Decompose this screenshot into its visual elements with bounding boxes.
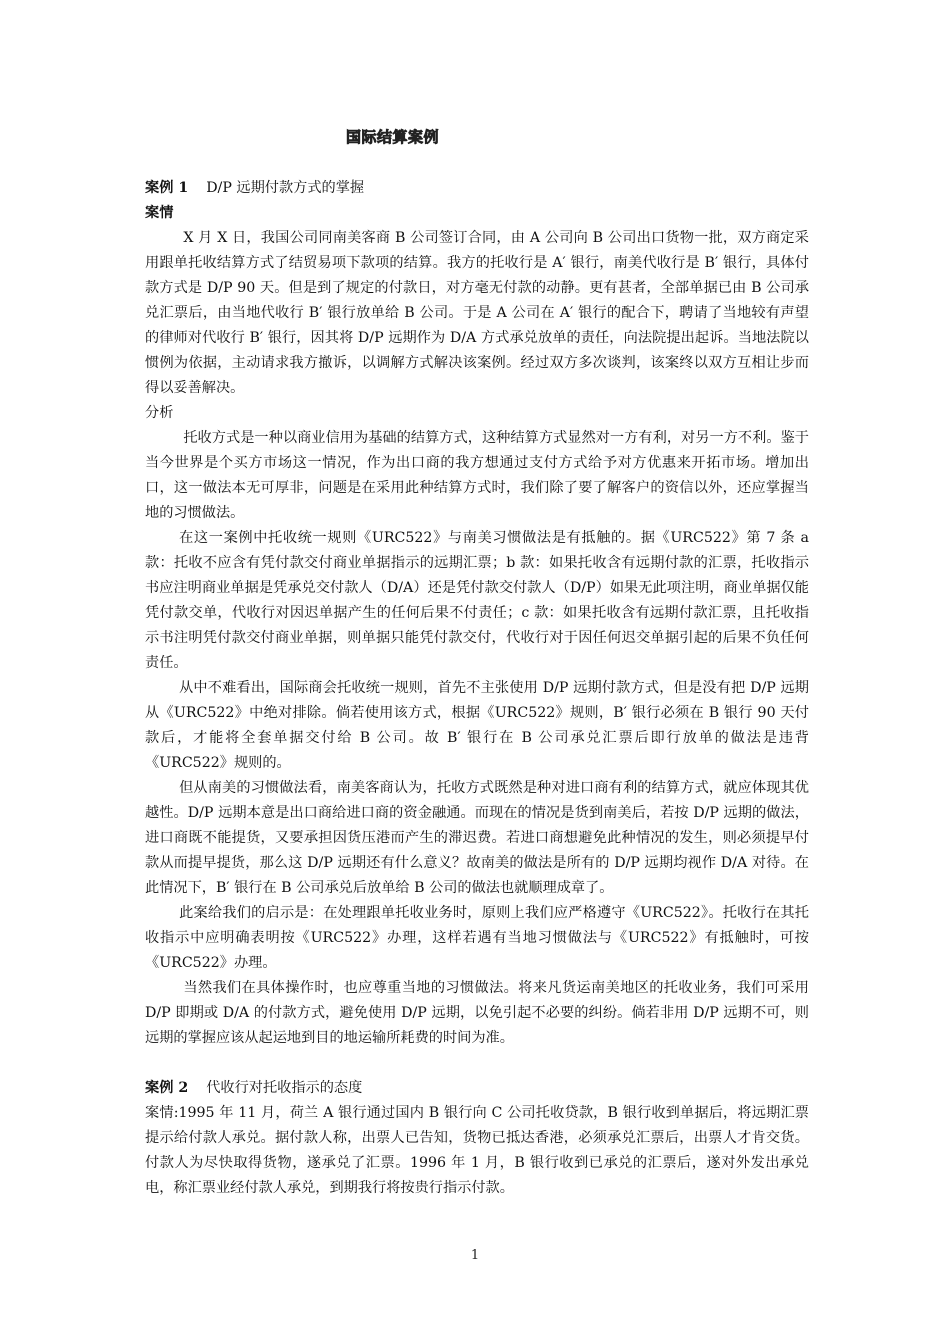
case1-analysis-label: 分析 <box>145 405 174 421</box>
page-number: 1 <box>470 1248 480 1263</box>
analysis-paragraph-6: 当然我们在具体操作时，也应尊重当地的习惯做法。将来凡货运南美地区的托收业务，我们可采用 D/P 即期或 D/A 的付款方式，避免使用 D/P 远期，以免引起不必要的纠纷。倘若非用 D/P 远期不可，则远期的掌握应该从起运地到目的地运输所耗费的时间为准。 <box>145 980 809 1046</box>
document-title: 国际结算案例 <box>346 128 440 146</box>
case1-heading <box>145 176 809 201</box>
analysis-paragraph-2: 在这一案例中托收统一规则《URC522》与南美习惯做法是有抵触的。据《URC522》第 7 条 a 款：托收不应含有凭付款交付商业单据指示的远期汇票；b 款：如果托收含有远期付款的汇票，托收指示书应注明商业单据是凭承兑交付款人（D/A）还是凭付款交付款人（D/P）如果无此项注明，商业单据仅能凭付款交单，代收行对因迟单据产生的任何后果不付责任；c 款：如果托收含有远期付款汇票，且托收指示书注明凭付款交付商业单据，则单据只能凭付款交付，代收行对于因任何迟交单据引起的后果不负任何责任。 <box>145 530 809 671</box>
case1-title: D/P 远期付款方式的掌握 <box>206 180 365 196</box>
analysis-paragraph-4: 但从南美的习惯做法看，南美客商认为，托收方式既然是种对进口商有利的结算方式，就应体现其优越性。D/P 远期本意是出口商给进口商的资金融通。而现在的情况是货到南美后，若按 D/P 远期的做法，进口商既不能提货，又要承担因货压港而产生的滞迟费。若进口商想避免此种情况的发生，则必须提早付款从而提早提货，那么这 D/P 远期还有什么意义？故南美的做法是所有的 D/P 远期均视作 D/A 对待。在此情况下，B′ 银行在 B 公司承兑后放单给 B 公司的做法也就顺理成章了。 <box>145 780 809 896</box>
case2-title: 代收行对托收指示的态度 <box>206 1080 363 1096</box>
case2-number: 案例 2 <box>145 1080 189 1096</box>
case1-facts-label: 案情 <box>145 205 174 221</box>
analysis-paragraph-5: 此案给我们的启示是：在处理跟单托收业务时，原则上我们应严格遵守《URC522》。托收行在其托收指示中应明确表明按《URC522》办理，这样若遇有当地习惯做法与《URC522》有抵触时，可按《URC522》办理。 <box>145 905 809 971</box>
case1-facts-paragraph: X 月 X 日，我国公司同南美客商 B 公司签订合同，由 A 公司向 B 公司出口货物一批，双方商定采用跟单托收结算方式了结贸易项下款项的结算。我方的托收行是 A′ 银行，南美代收行是 B′ 银行，具体付款方式是 D/P 90 天。但是到了规定的付款日，对方毫无付款的动静。更有甚者，全部单据已由 B 公司承兑汇票后，由当地代收行 B′ 银行放单给 B 公司。于是 A 公司在 A′ 银行的配合下，聘请了当地较有声望的律师对代收行 B′ 银行，因其将 D/P 远期作为 D/A 方式承兑放单的责任，向法院提出起诉。当地法院以惯例为依据，主动请求我方撤诉，以调解方式解决该案例。经过双方多次谈判，该案终以双方互相让步而得以妥善解决。 <box>145 230 809 396</box>
document-body <box>145 176 809 1201</box>
analysis-paragraph-1: 托收方式是一种以商业信用为基础的结算方式，这种结算方式显然对一方有利，对另一方不利。鉴于当今世界是个买方市场这一情况，作为出口商的我方想通过支付方式给予对方优惠来开拓市场。增加出口，这一做法本无可厚非，问题是在采用此种结算方式时，我们除了要了解客户的资信以外，还应掌握当地的习惯做法。 <box>145 430 809 521</box>
analysis-paragraph-3: 从中不难看出，国际商会托收统一规则，首先不主张使用 D/P 远期付款方式，但是没有把 D/P 远期从《URC522》中绝对排除。倘若使用该方式，根据《URC522》规则，B′ 银行必须在 B 银行 90 天付款后，才能将全套单据交付给 B 公司。故 B′ 银行在 B 公司承兑汇票后即行放单的做法是违背《URC522》规则的。 <box>145 680 809 771</box>
case2-heading <box>145 1076 809 1101</box>
case2-facts-paragraph: 案情:1995 年 11 月，荷兰 A 银行通过国内 B 银行向 C 公司托收贷款，B 银行收到单据后，将远期汇票提示给付款人承兑。据付款人称，出票人已告知，货物已抵达香港，必须承兑汇票后，出票人才肯交货。付款人为尽快取得货物，遂承兑了汇票。1996 年 1 月，B 银行收到已承兑的汇票后，遂对外发出承兑电，称汇票业经付款人承兑，到期我行将按贵行指示付款。 <box>145 1105 809 1196</box>
case1-number: 案例 1 <box>145 180 189 196</box>
section-spacer <box>145 1051 809 1076</box>
